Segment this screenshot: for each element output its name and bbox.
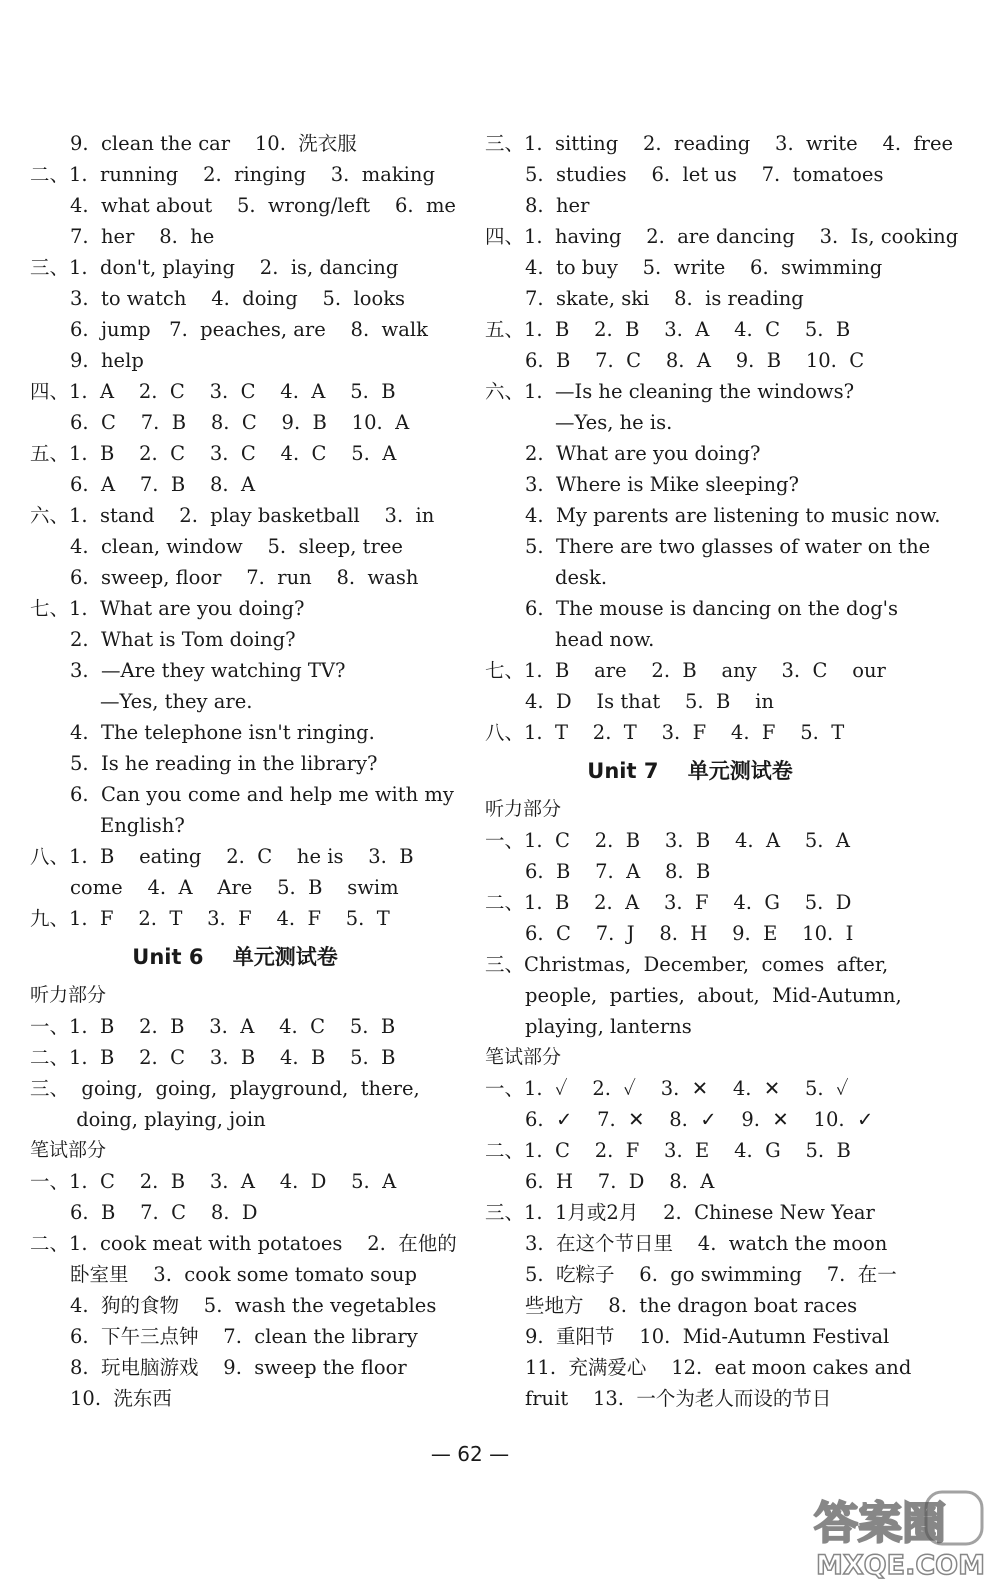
answer-line: 二、1. C 2. F 3. E 4. G 5. B — [485, 1139, 851, 1162]
answer-line: 5. There are two glasses of water on the — [525, 535, 931, 558]
answer-line: 6. B 7. C 8. A 9. B 10. C — [525, 349, 865, 372]
answer-line: 一、1. C 2. B 3. B 4. A 5. A — [485, 829, 850, 852]
unit-heading: Unit 7 单元测试卷 — [587, 759, 793, 783]
answer-line: 6. The mouse is dancing on the dog's — [525, 597, 899, 620]
answer-line: head now. — [555, 628, 655, 651]
answer-line: 6. Can you come and help me with my — [70, 783, 454, 806]
answer-line: 3. —Are they watching TV? — [70, 659, 346, 682]
watermark-chinese-text: 答案圈 — [814, 1498, 946, 1549]
answer-line: 9. help — [70, 349, 144, 372]
answer-line: 9. 重阳节 10. Mid-Autumn Festival — [525, 1325, 890, 1348]
answer-line: 4. My parents are listening to music now. — [525, 504, 941, 527]
unit-heading: Unit 6 单元测试卷 — [132, 945, 338, 969]
section-label: 听力部分 — [485, 798, 562, 820]
answer-line: come 4. A Are 5. B swim — [70, 876, 399, 899]
section-label: 笔试部分 — [30, 1139, 107, 1161]
answer-line: —Yes, they are. — [100, 690, 253, 713]
answer-line: fruit 13. 一个为老人而设的节日 — [525, 1387, 832, 1410]
answer-line: 6. C 7. J 8. H 9. E 10. I — [525, 922, 854, 945]
answer-line: 6. ✓ 7. ✕ 8. ✓ 9. ✕ 10. ✓ — [525, 1108, 874, 1131]
answer-line: 2. What is Tom doing? — [70, 628, 296, 651]
answer-line: 七、1. B are 2. B any 3. C our — [485, 659, 886, 682]
answer-line: 三、 going, going, playground, there, — [30, 1077, 420, 1100]
answer-line: 6. sweep, floor 7. run 8. wash — [70, 566, 419, 589]
answer-line: 4. 狗的食物 5. wash the vegetables — [70, 1294, 437, 1317]
answer-line: 四、1. having 2. are dancing 3. Is, cooking — [485, 225, 959, 248]
answer-line: 二、1. cook meat with potatoes 2. 在他的 — [30, 1232, 457, 1255]
right-answer-column — [485, 128, 959, 1414]
answer-line: 三、Christmas, December, comes after, — [485, 953, 889, 976]
site-watermark-logo — [808, 1488, 988, 1580]
answer-line: 4. to buy 5. write 6. swimming — [525, 256, 883, 279]
answer-line: 六、1. stand 2. play basketball 3. in — [30, 504, 435, 527]
answer-line: 6. C 7. B 8. C 9. B 10. A — [70, 411, 410, 434]
answer-line: 八、1. T 2. T 3. F 4. F 5. T — [485, 721, 845, 744]
answer-line: 二、1. B 2. A 3. F 4. G 5. D — [485, 891, 852, 914]
answer-line: 6. 下午三点钟 7. clean the library — [70, 1325, 418, 1348]
answer-line: —Yes, he is. — [555, 411, 673, 434]
answer-line: 10. 洗东西 — [70, 1387, 172, 1410]
answer-line: 8. 玩电脑游戏 9. sweep the floor — [70, 1356, 407, 1379]
answer-line: 11. 充满爱心 12. eat moon cakes and — [525, 1356, 912, 1379]
answer-line: 三、1. sitting 2. reading 3. write 4. free — [485, 132, 954, 155]
answer-line: 2. What are you doing? — [525, 442, 761, 465]
answer-line: 二、1. running 2. ringing 3. making — [30, 163, 435, 186]
answer-line: 五、1. B 2. B 3. A 4. C 5. B — [485, 318, 851, 341]
answer-line: 3. to watch 4. doing 5. looks — [70, 287, 406, 310]
answer-line: desk. — [555, 566, 608, 589]
answer-line: 9. clean the car 10. 洗衣服 — [70, 132, 357, 155]
answer-line: 3. 在这个节日里 4. watch the moon — [525, 1232, 888, 1255]
answer-line: people, parties, about, Mid-Autumn, — [525, 984, 902, 1007]
answer-line: 5. 吃粽子 6. go swimming 7. 在一 — [525, 1263, 897, 1286]
answer-line: 八、1. B eating 2. C he is 3. B — [30, 845, 414, 868]
answer-line: 4. what about 5. wrong/left 6. me — [70, 194, 456, 217]
answer-line: English? — [100, 814, 185, 837]
answer-line: 7. her 8. he — [70, 225, 215, 248]
answer-line: doing, playing, join — [70, 1108, 266, 1131]
answer-line: 九、1. F 2. T 3. F 4. F 5. T — [30, 907, 390, 930]
answer-line: 4. The telephone isn't ringing. — [70, 721, 375, 744]
answer-line: 4. D Is that 5. B in — [525, 690, 774, 713]
answer-line: 8. her — [525, 194, 590, 217]
answer-line: 6. H 7. D 8. A — [525, 1170, 715, 1193]
answer-line: 6. jump 7. peaches, are 8. walk — [70, 318, 428, 341]
answer-line: 7. skate, ski 8. is reading — [525, 287, 804, 310]
section-label: 笔试部分 — [485, 1046, 562, 1068]
answer-line: 三、1. don't, playing 2. is, dancing — [30, 256, 399, 279]
left-answer-column — [30, 128, 457, 1414]
answer-line: 一、1. ✓ 2. ✓ 3. ✕ 4. ✕ 5. ✓ — [485, 1077, 849, 1100]
answer-line: playing, lanterns — [525, 1015, 692, 1038]
section-label: 听力部分 — [30, 984, 107, 1006]
page-number: — 62 — — [430, 1442, 510, 1466]
answer-line: 五、1. B 2. C 3. C 4. C 5. A — [30, 442, 397, 465]
answer-line: 六、1. —Is he cleaning the windows? — [485, 380, 855, 403]
answer-line: 4. clean, window 5. sleep, tree — [70, 535, 403, 558]
answer-line: 一、1. B 2. B 3. A 4. C 5. B — [30, 1015, 396, 1038]
watermark-icon — [808, 1488, 988, 1580]
answer-line: 四、1. A 2. C 3. C 4. A 5. B — [30, 380, 396, 403]
answer-line: 一、1. C 2. B 3. A 4. D 5. A — [30, 1170, 397, 1193]
answer-line: 卧室里 3. cook some tomato soup — [70, 1263, 417, 1286]
answer-line: 5. studies 6. let us 7. tomatoes — [525, 163, 884, 186]
answer-line: 二、1. B 2. C 3. B 4. B 5. B — [30, 1046, 396, 1069]
answer-line: 6. A 7. B 8. A — [70, 473, 256, 496]
answer-line: 三、1. 1月或2月 2. Chinese New Year — [485, 1201, 875, 1224]
answer-line: 七、1. What are you doing? — [30, 597, 305, 620]
answer-line: 5. Is he reading in the library? — [70, 752, 378, 775]
answer-line: 3. Where is Mike sleeping? — [525, 473, 799, 496]
answer-line: 6. B 7. A 8. B — [525, 860, 711, 883]
answer-line: 6. B 7. C 8. D — [70, 1201, 258, 1224]
answer-line: 些地方 8. the dragon boat races — [525, 1294, 858, 1317]
watermark-domain-text: MXQE.COM — [816, 1550, 985, 1580]
